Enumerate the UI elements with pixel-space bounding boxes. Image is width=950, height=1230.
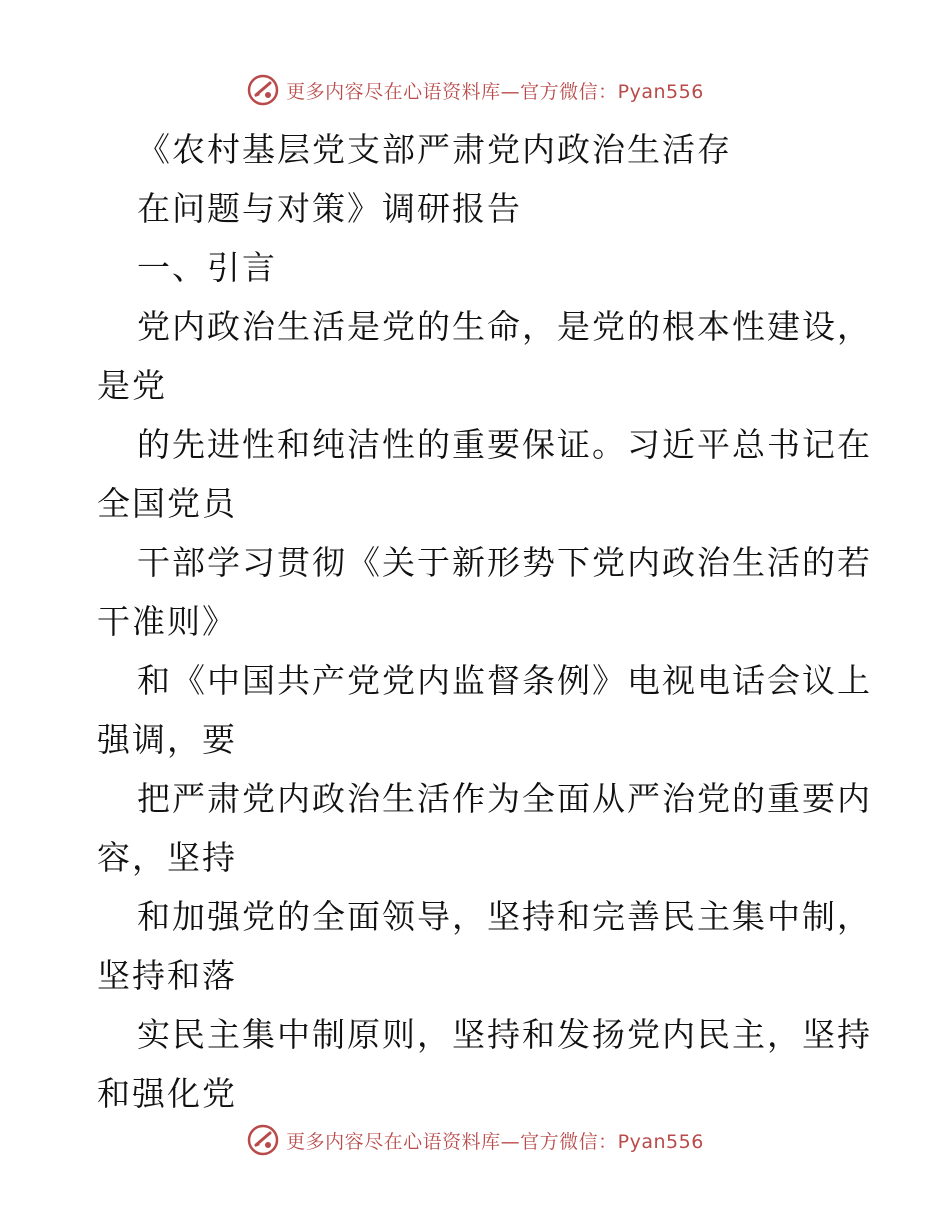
paragraph-line: 坚持和落 — [97, 956, 237, 995]
header-watermark — [0, 70, 950, 110]
paragraph-line: 干准则》 — [97, 602, 237, 641]
paragraph-line: 党内政治生活是党的生命，是党的根本性建设， — [137, 307, 872, 346]
logo-icon — [246, 73, 280, 107]
watermark-text: 更多内容尽在心语资料库—官方微信：Pyan556 — [286, 80, 704, 103]
paragraph-line: 的先进性和纯洁性的重要保证。习近平总书记在 — [137, 425, 872, 464]
document-title-line-2: 在问题与对策》调研报告 — [137, 189, 522, 228]
paragraph-line: 实民主集中制原则，坚持和发扬党内民主，坚持 — [137, 1015, 872, 1054]
footer-watermark — [0, 1120, 950, 1160]
paragraph-line: 和加强党的全面领导，坚持和完善民主集中制， — [137, 897, 872, 936]
paragraph-line: 全国党员 — [97, 484, 237, 523]
section-heading: 一、引言 — [137, 248, 277, 287]
document-body — [97, 120, 877, 1123]
paragraph-line: 强调，要 — [97, 720, 237, 759]
paragraph-line: 是党 — [97, 366, 167, 405]
logo-icon — [246, 1123, 280, 1157]
paragraph-line: 把严肃党内政治生活作为全面从严治党的重要内 — [137, 779, 872, 818]
paragraph-line: 容，坚持 — [97, 838, 237, 877]
paragraph-line: 干部学习贯彻《关于新形势下党内政治生活的若 — [137, 543, 872, 582]
document-title-line-1: 《农村基层党支部严肃党内政治生活存 — [137, 130, 732, 169]
paragraph-line: 和《中国共产党党内监督条例》电视电话会议上 — [137, 661, 872, 700]
paragraph-line: 和强化党 — [97, 1074, 237, 1113]
watermark-text: 更多内容尽在心语资料库—官方微信：Pyan556 — [286, 1130, 704, 1153]
